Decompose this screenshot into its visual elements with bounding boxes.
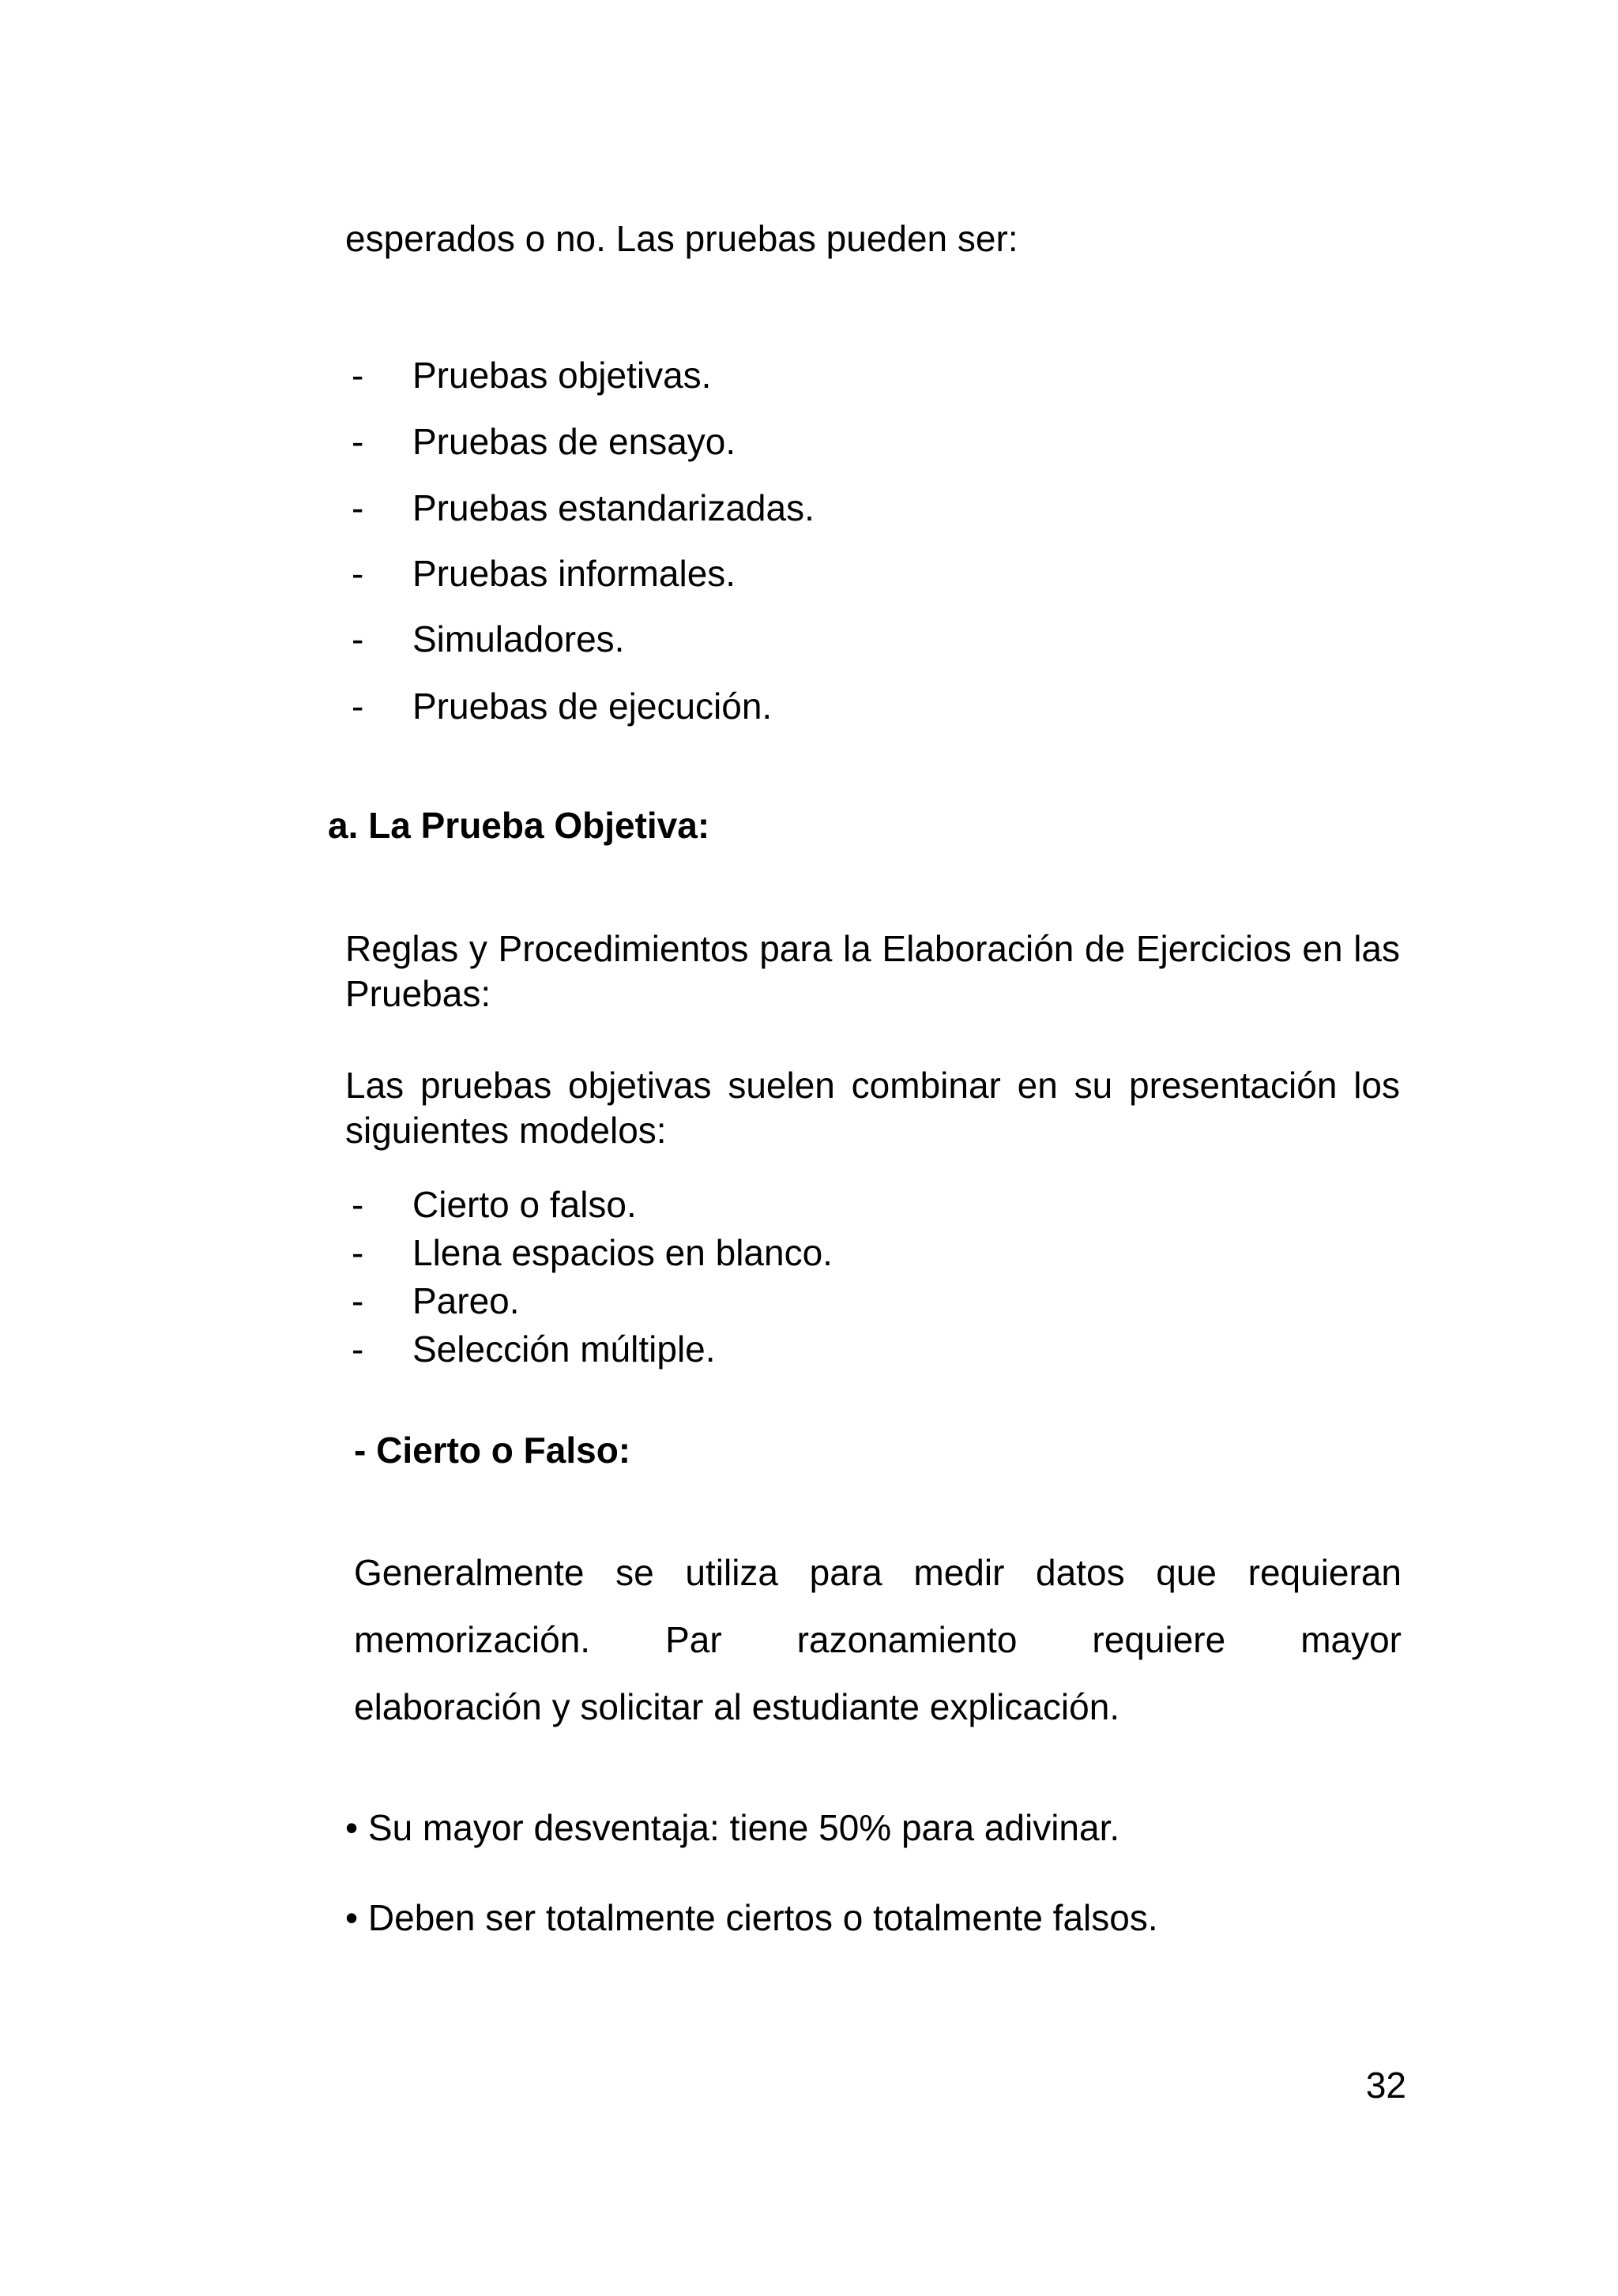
description-line: memorización. Par razonamiento requiere mayor	[354, 1619, 1402, 1660]
list-dash: -	[352, 618, 364, 659]
list-dash: -	[352, 553, 364, 594]
list-item-text: Pruebas objetivas.	[412, 355, 712, 396]
list-item-text: Pruebas estandarizadas.	[412, 487, 815, 528]
list-item-text: Pruebas informales.	[412, 553, 736, 594]
page-number: 32	[1365, 2065, 1406, 2106]
list-item-text: Simuladores.	[412, 618, 625, 659]
subsection-heading: - Cierto o Falso:	[354, 1430, 631, 1471]
description-line: Generalmente se utiliza para medir datos que requieran	[354, 1552, 1402, 1593]
list-dash: -	[352, 1232, 364, 1273]
list-dash: -	[352, 1280, 364, 1321]
list-dash: -	[352, 1328, 364, 1370]
intro-line: esperados o no. Las pruebas pueden ser:	[345, 218, 1018, 259]
bullet-text: Deben ser totalmente ciertos o totalmente falsos.	[367, 1897, 1158, 1938]
bullet-icon: •	[345, 1897, 368, 1938]
list-dash: -	[352, 1184, 364, 1225]
rules-paragraph: Reglas y Procedimientos para la Elaboración de Ejercicios en las Pruebas:	[345, 928, 1400, 1014]
list-dash: -	[352, 355, 364, 396]
list-item-text: Pruebas de ensayo.	[412, 421, 736, 462]
list-item-text: Cierto o falso.	[412, 1184, 637, 1225]
models-paragraph: Las pruebas objetivas suelen combinar en su presentación los siguientes modelos:	[345, 1065, 1400, 1151]
bullet-item	[345, 1806, 1119, 1850]
list-dash: -	[352, 421, 364, 462]
list-item-text: Llena espacios en blanco.	[412, 1232, 833, 1273]
section-heading: a. La Prueba Objetiva:	[328, 805, 710, 846]
list-dash: -	[352, 686, 364, 727]
description-line: elaboración y solicitar al estudiante explicación.	[354, 1686, 1120, 1727]
bullet-item	[345, 1896, 1158, 1940]
list-dash: -	[352, 487, 364, 528]
list-item-text: Pruebas de ejecución.	[412, 686, 773, 727]
bullet-icon: •	[345, 1807, 368, 1848]
bullet-text: Su mayor desventaja: tiene 50% para adivinar.	[367, 1807, 1120, 1848]
list-item-text: Pareo.	[412, 1280, 520, 1321]
list-item-text: Selección múltiple.	[412, 1328, 716, 1370]
